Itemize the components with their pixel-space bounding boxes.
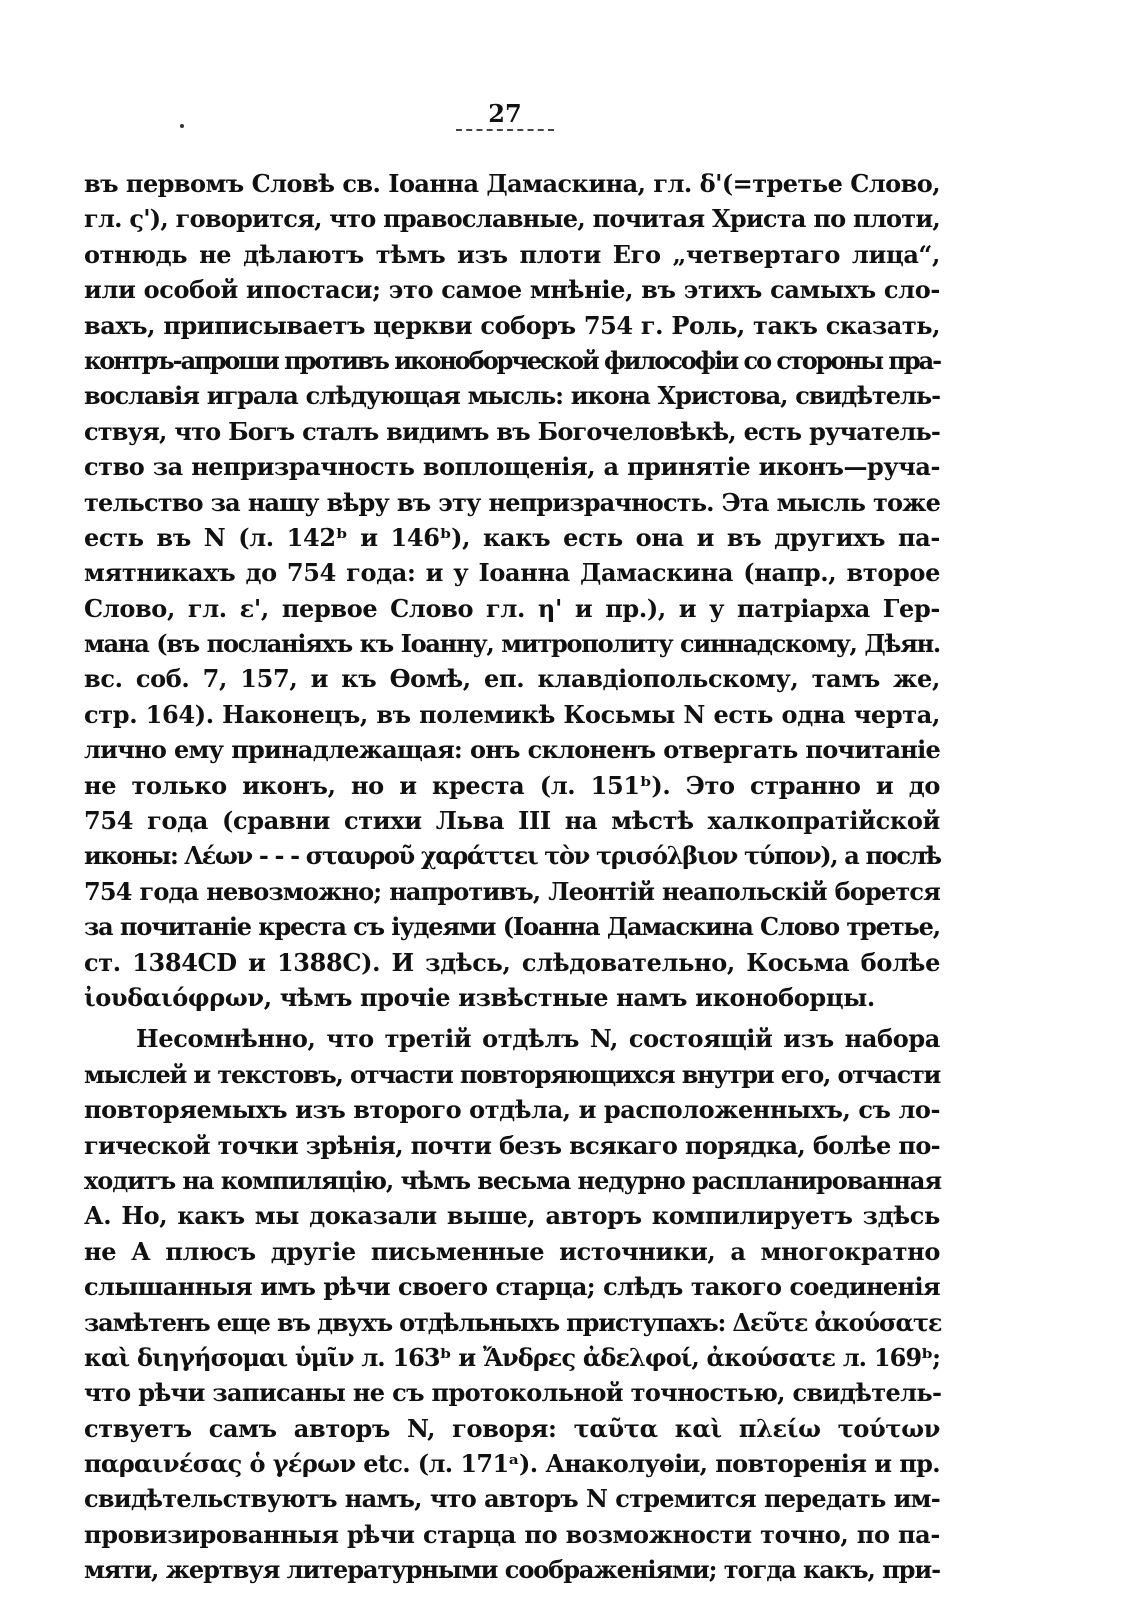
text-line: лично ему принадлежащая: онъ склоненъ отвергать почитаніе bbox=[84, 735, 940, 765]
text-line: не только иконъ, но и креста (л. 151ᵇ). Это странно и до bbox=[84, 770, 940, 800]
text-line: контръ-апроши противъ иконоборческой философіи со стороны пра- bbox=[84, 345, 940, 375]
text-line: слышанныя имъ рѣчи своего старца; слѣдъ такого соединенія bbox=[84, 1272, 940, 1302]
text-line: ходитъ на компиляцію, чѣмъ весьма недурно распланированная bbox=[84, 1165, 942, 1195]
page-number: 27 bbox=[488, 99, 522, 128]
text-line: А. Но, какъ мы доказали выше, авторъ компилируетъ здѣсь bbox=[84, 1201, 940, 1231]
text-line: за почитаніе креста съ іудеями (Іоанна Дамаскина Слово третье, bbox=[84, 912, 940, 942]
text-line: повторяемыхъ изъ второго отдѣла, и расположенныхъ, съ ло- bbox=[84, 1095, 940, 1125]
text-line: ствуя, что Богъ сталъ видимъ въ Богочеловѣкѣ, есть ручатель- bbox=[84, 416, 940, 446]
text-line: гической точки зрѣнія, почти безъ всякаго порядка, болѣе по- bbox=[84, 1130, 940, 1160]
text-line: 754 года (сравни стихи Льва III на мѣстѣ халкопратійской bbox=[84, 806, 940, 836]
text-line: есть въ N (л. 142ᵇ и 146ᵇ), какъ есть она и въ другихъ па- bbox=[84, 522, 940, 552]
text-line: καὶ διηγήσομαι ὑμῖν л. 163ᵇ и Ἄνδρες ἀδελφοί, ἀκούσατε л. 169ᵇ; bbox=[84, 1342, 940, 1372]
text-line: не А плюсъ другіе письменные источники, а многократно bbox=[84, 1236, 940, 1266]
body-text bbox=[84, 166, 940, 1588]
text-line: мятникахъ до 754 года: и у Іоанна Дамаскина (напр., второе bbox=[84, 558, 940, 588]
text-line: Несомнѣнно, что третій отдѣлъ N, состоящій изъ набора bbox=[136, 1024, 940, 1054]
text-line: въ первомъ Словѣ св. Іоанна Дамаскина, гл. δ'(=третье Слово, bbox=[84, 169, 940, 198]
text-line: мана (въ посланіяхъ къ Іоанну, митрополиту синнадскому, Дѣян. bbox=[84, 629, 940, 659]
text-line: мяти, жертвуя литературными соображеніями; тогда какъ, при- bbox=[84, 1555, 940, 1585]
text-line: иконы: Λέων - - - σταυροῦ χαράττει τὸν τρισόλβιον τύπον), а послѣ bbox=[84, 841, 941, 871]
text-line: отнюдь не дѣлаютъ тѣмъ изъ плоти Его „четвертаго лица“, bbox=[84, 239, 940, 269]
text-line: ствуетъ самъ авторъ N, говоря: ταῦτα καὶ πλείω τούτων bbox=[84, 1413, 940, 1443]
text-line: ст. 1384CD и 1388C). И здѣсь, слѣдовательно, Косьма болѣе bbox=[84, 947, 940, 977]
print-speck bbox=[180, 124, 184, 128]
text-line: ство за непризрачность воплощенія, а принятіе иконъ—руча- bbox=[84, 452, 940, 482]
paragraph-1 bbox=[84, 166, 940, 1015]
text-line: провизированныя рѣчи старца по возможности точно, по па- bbox=[84, 1519, 940, 1549]
text-line: 754 года невозможно; напротивъ, Леонтій неапольскій борется bbox=[84, 876, 940, 906]
text-line: ἰουδαιόφρων, чѣмъ прочіе извѣстные намъ иконоборцы. bbox=[84, 982, 875, 1012]
page-number-rule bbox=[456, 129, 554, 131]
text-line: вс. соб. 7, 157, и къ Ѳомѣ, еп. клавдіопольскому, тамъ же, bbox=[84, 664, 940, 694]
text-line: παραινέσας ὁ γέρων etc. (л. 171ᵃ). Анаколуѳіи, повторенія и пр. bbox=[84, 1449, 940, 1479]
text-line: Слово, гл. ε', первое Слово гл. η' и пр.), и у патріарха Гер- bbox=[84, 593, 940, 623]
text-line: гл. ς'), говорится, что православные, почитая Христа по плоти, bbox=[84, 204, 941, 234]
text-line: тельство за нашу вѣру въ эту непризрачность. Эта мысль тоже bbox=[84, 487, 940, 517]
text-line: вахъ, приписываетъ церкви соборъ 754 г. Роль, такъ сказать, bbox=[84, 310, 940, 340]
text-line: мыслей и текстовъ, отчасти повторяющихся внутри его, отчасти bbox=[84, 1059, 940, 1089]
text-line: стр. 164). Наконецъ, въ полемикѣ Косьмы N есть одна черта, bbox=[84, 699, 940, 729]
text-line: что рѣчи записаны не съ протокольной точностью, свидѣтель- bbox=[84, 1378, 942, 1408]
text-line: замѣтенъ еще въ двухъ отдѣльныхъ приступахъ: Δεῦτε ἀκούσατε bbox=[84, 1307, 942, 1337]
text-line: вославія играла слѣдующая мысль: икона Христова, свидѣтель- bbox=[84, 381, 940, 411]
text-line: свидѣтельствуютъ намъ, что авторъ N стремится передать им- bbox=[84, 1484, 940, 1514]
paragraph-2 bbox=[84, 1021, 940, 1587]
text-line: или особой ипостаси; это самое мнѣніе, въ этихъ самыхъ сло- bbox=[84, 275, 940, 305]
